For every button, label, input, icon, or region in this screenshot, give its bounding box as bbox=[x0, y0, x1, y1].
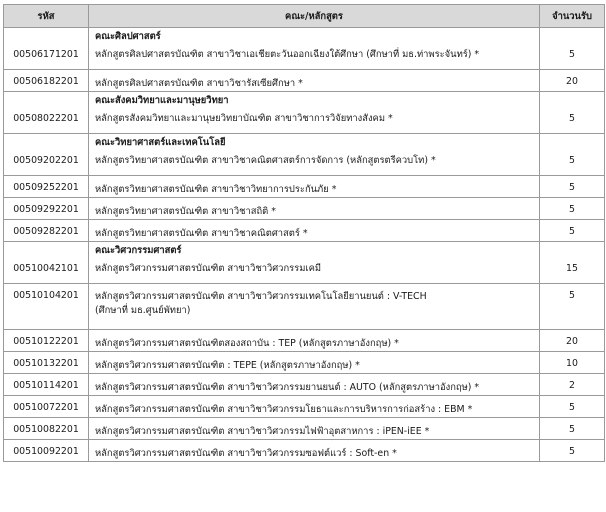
header-count: จำนวนรับ bbox=[540, 5, 605, 28]
admission-count: 10 bbox=[540, 352, 605, 374]
admission-count: 2 bbox=[540, 374, 605, 396]
admission-count: 5 bbox=[540, 176, 605, 198]
program-code: 00509282201 bbox=[4, 220, 89, 242]
program-name: หลักสูตรวิศวกรรมศาสตรบัณฑิต สาขาวิชาวิศวกรรมเคมี bbox=[95, 263, 322, 274]
program-name: หลักสูตรสังคมวิทยาและมานุษยวิทยาบัณฑิต สาขาวิชาการวิจัยทางสังคม * bbox=[95, 113, 393, 124]
admission-count: 20 bbox=[540, 330, 605, 352]
program-name: หลักสูตรวิศวกรรมศาสตรบัณฑิต สาขาวิชาวิศวกรรมซอฟต์แวร์ : Soft-en * bbox=[89, 440, 540, 462]
program-code: 00510114201 bbox=[4, 374, 89, 396]
program-name: หลักสูตรวิศวกรรมศาสตรบัณฑิต สาขาวิชาวิศวกรรมยานยนต์ : AUTO (หลักสูตรภาษาอังกฤษ) * bbox=[89, 374, 540, 396]
program-code: 00506171201 bbox=[13, 49, 79, 60]
program-code: 00506182201 bbox=[4, 70, 89, 92]
program-code: 00510104201 bbox=[4, 284, 89, 330]
program-code: 00509292201 bbox=[4, 198, 89, 220]
program-name: หลักสูตรศิลปศาสตรบัณฑิต สาขาวิชารัสเซียศึกษา * bbox=[89, 70, 540, 92]
program-code: 00509252201 bbox=[4, 176, 89, 198]
table-row bbox=[4, 198, 605, 220]
header-program: คณะ/หลักสูตร bbox=[89, 5, 540, 28]
header-code: รหัส bbox=[4, 5, 89, 28]
faculty-name: คณะศิลปศาสตร์ bbox=[95, 31, 161, 42]
program-code: 00510042101 bbox=[13, 263, 79, 274]
program-name: หลักสูตรวิศวกรรมศาสตรบัณฑิต : TEPE (หลักสูตรภาษาอังกฤษ) * bbox=[89, 352, 540, 374]
admission-count: 5 bbox=[540, 396, 605, 418]
table-row bbox=[4, 440, 605, 462]
count-cell bbox=[540, 134, 605, 176]
table-row bbox=[4, 70, 605, 92]
code-cell bbox=[4, 28, 89, 70]
program-table bbox=[3, 4, 605, 462]
program-name: หลักสูตรวิศวกรรมศาสตรบัณฑิต สาขาวิชาวิศวกรรมเทคโนโลยียานยนต์ : V-TECH bbox=[95, 291, 427, 302]
program-name: หลักสูตรศิลปศาสตรบัณฑิต สาขาวิชาเอเชียตะวันออกเฉียงใต้ศึกษา (ศึกษาที่ มธ.ท่าพระจันทร์) * bbox=[95, 49, 480, 60]
program-cell bbox=[89, 92, 540, 134]
admission-count: 5 bbox=[540, 284, 605, 330]
faculty-name: คณะวิศวกรรมศาสตร์ bbox=[95, 245, 182, 256]
admission-count: 5 bbox=[540, 220, 605, 242]
table-row bbox=[4, 418, 605, 440]
faculty-name: คณะสังคมวิทยาและมานุษยวิทยา bbox=[95, 95, 229, 106]
program-code: 00510122201 bbox=[4, 330, 89, 352]
admission-count: 5 bbox=[540, 198, 605, 220]
program-name: หลักสูตรวิศวกรรมศาสตรบัณฑิต สาขาวิชาวิศวกรรมไฟฟ้าอุตสาหการ : iPEN-iEE * bbox=[89, 418, 540, 440]
admission-count: 5 bbox=[540, 418, 605, 440]
program-code: 00510092201 bbox=[4, 440, 89, 462]
faculty-name: คณะวิทยาศาสตร์และเทคโนโลยี bbox=[95, 137, 226, 148]
count-cell bbox=[540, 28, 605, 70]
admission-count: 15 bbox=[566, 263, 578, 274]
table-row bbox=[4, 176, 605, 198]
count-cell bbox=[540, 242, 605, 284]
admission-count: 5 bbox=[569, 155, 575, 166]
program-code: 00510082201 bbox=[4, 418, 89, 440]
program-cell bbox=[89, 284, 540, 330]
table-row bbox=[4, 374, 605, 396]
program-name: หลักสูตรวิทยาศาสตรบัณฑิต สาขาวิชาคณิตศาสตร์ * bbox=[89, 220, 540, 242]
admission-count: 5 bbox=[540, 440, 605, 462]
program-name: หลักสูตรวิทยาศาสตรบัณฑิต สาขาวิชาคณิตศาสตร์การจัดการ (หลักสูตรตรีควบโท) * bbox=[95, 155, 436, 166]
program-name: หลักสูตรวิทยาศาสตรบัณฑิต สาขาวิชาวิทยาการประกันภัย * bbox=[89, 176, 540, 198]
admission-count: 5 bbox=[569, 49, 575, 60]
code-cell bbox=[4, 92, 89, 134]
faculty-row bbox=[4, 242, 605, 284]
faculty-row bbox=[4, 92, 605, 134]
program-name: หลักสูตรวิศวกรรมศาสตรบัณฑิตสองสถาบัน : TEP (หลักสูตรภาษาอังกฤษ) * bbox=[89, 330, 540, 352]
faculty-row bbox=[4, 28, 605, 70]
table-row bbox=[4, 330, 605, 352]
program-cell bbox=[89, 242, 540, 284]
program-code: 00508022201 bbox=[13, 113, 79, 124]
code-cell bbox=[4, 134, 89, 176]
program-note: (ศึกษาที่ มธ.ศูนย์พัทยา) bbox=[95, 305, 191, 316]
table-row bbox=[4, 396, 605, 418]
program-code: 00510132201 bbox=[4, 352, 89, 374]
code-cell bbox=[4, 242, 89, 284]
table-body bbox=[4, 28, 605, 462]
admission-count: 5 bbox=[569, 113, 575, 124]
admission-count: 20 bbox=[540, 70, 605, 92]
table-row bbox=[4, 352, 605, 374]
program-code: 00510072201 bbox=[4, 396, 89, 418]
program-name: หลักสูตรวิทยาศาสตรบัณฑิต สาขาวิชาสถิติ * bbox=[89, 198, 540, 220]
program-cell bbox=[89, 134, 540, 176]
program-name: หลักสูตรวิศวกรรมศาสตรบัณฑิต สาขาวิชาวิศวกรรมโยธาและการบริหารการก่อสร้าง : EBM * bbox=[89, 396, 540, 418]
program-cell bbox=[89, 28, 540, 70]
table-row bbox=[4, 220, 605, 242]
faculty-row bbox=[4, 134, 605, 176]
count-cell bbox=[540, 92, 605, 134]
table-header-row bbox=[4, 5, 605, 28]
program-code: 00509202201 bbox=[13, 155, 79, 166]
table-row bbox=[4, 284, 605, 330]
